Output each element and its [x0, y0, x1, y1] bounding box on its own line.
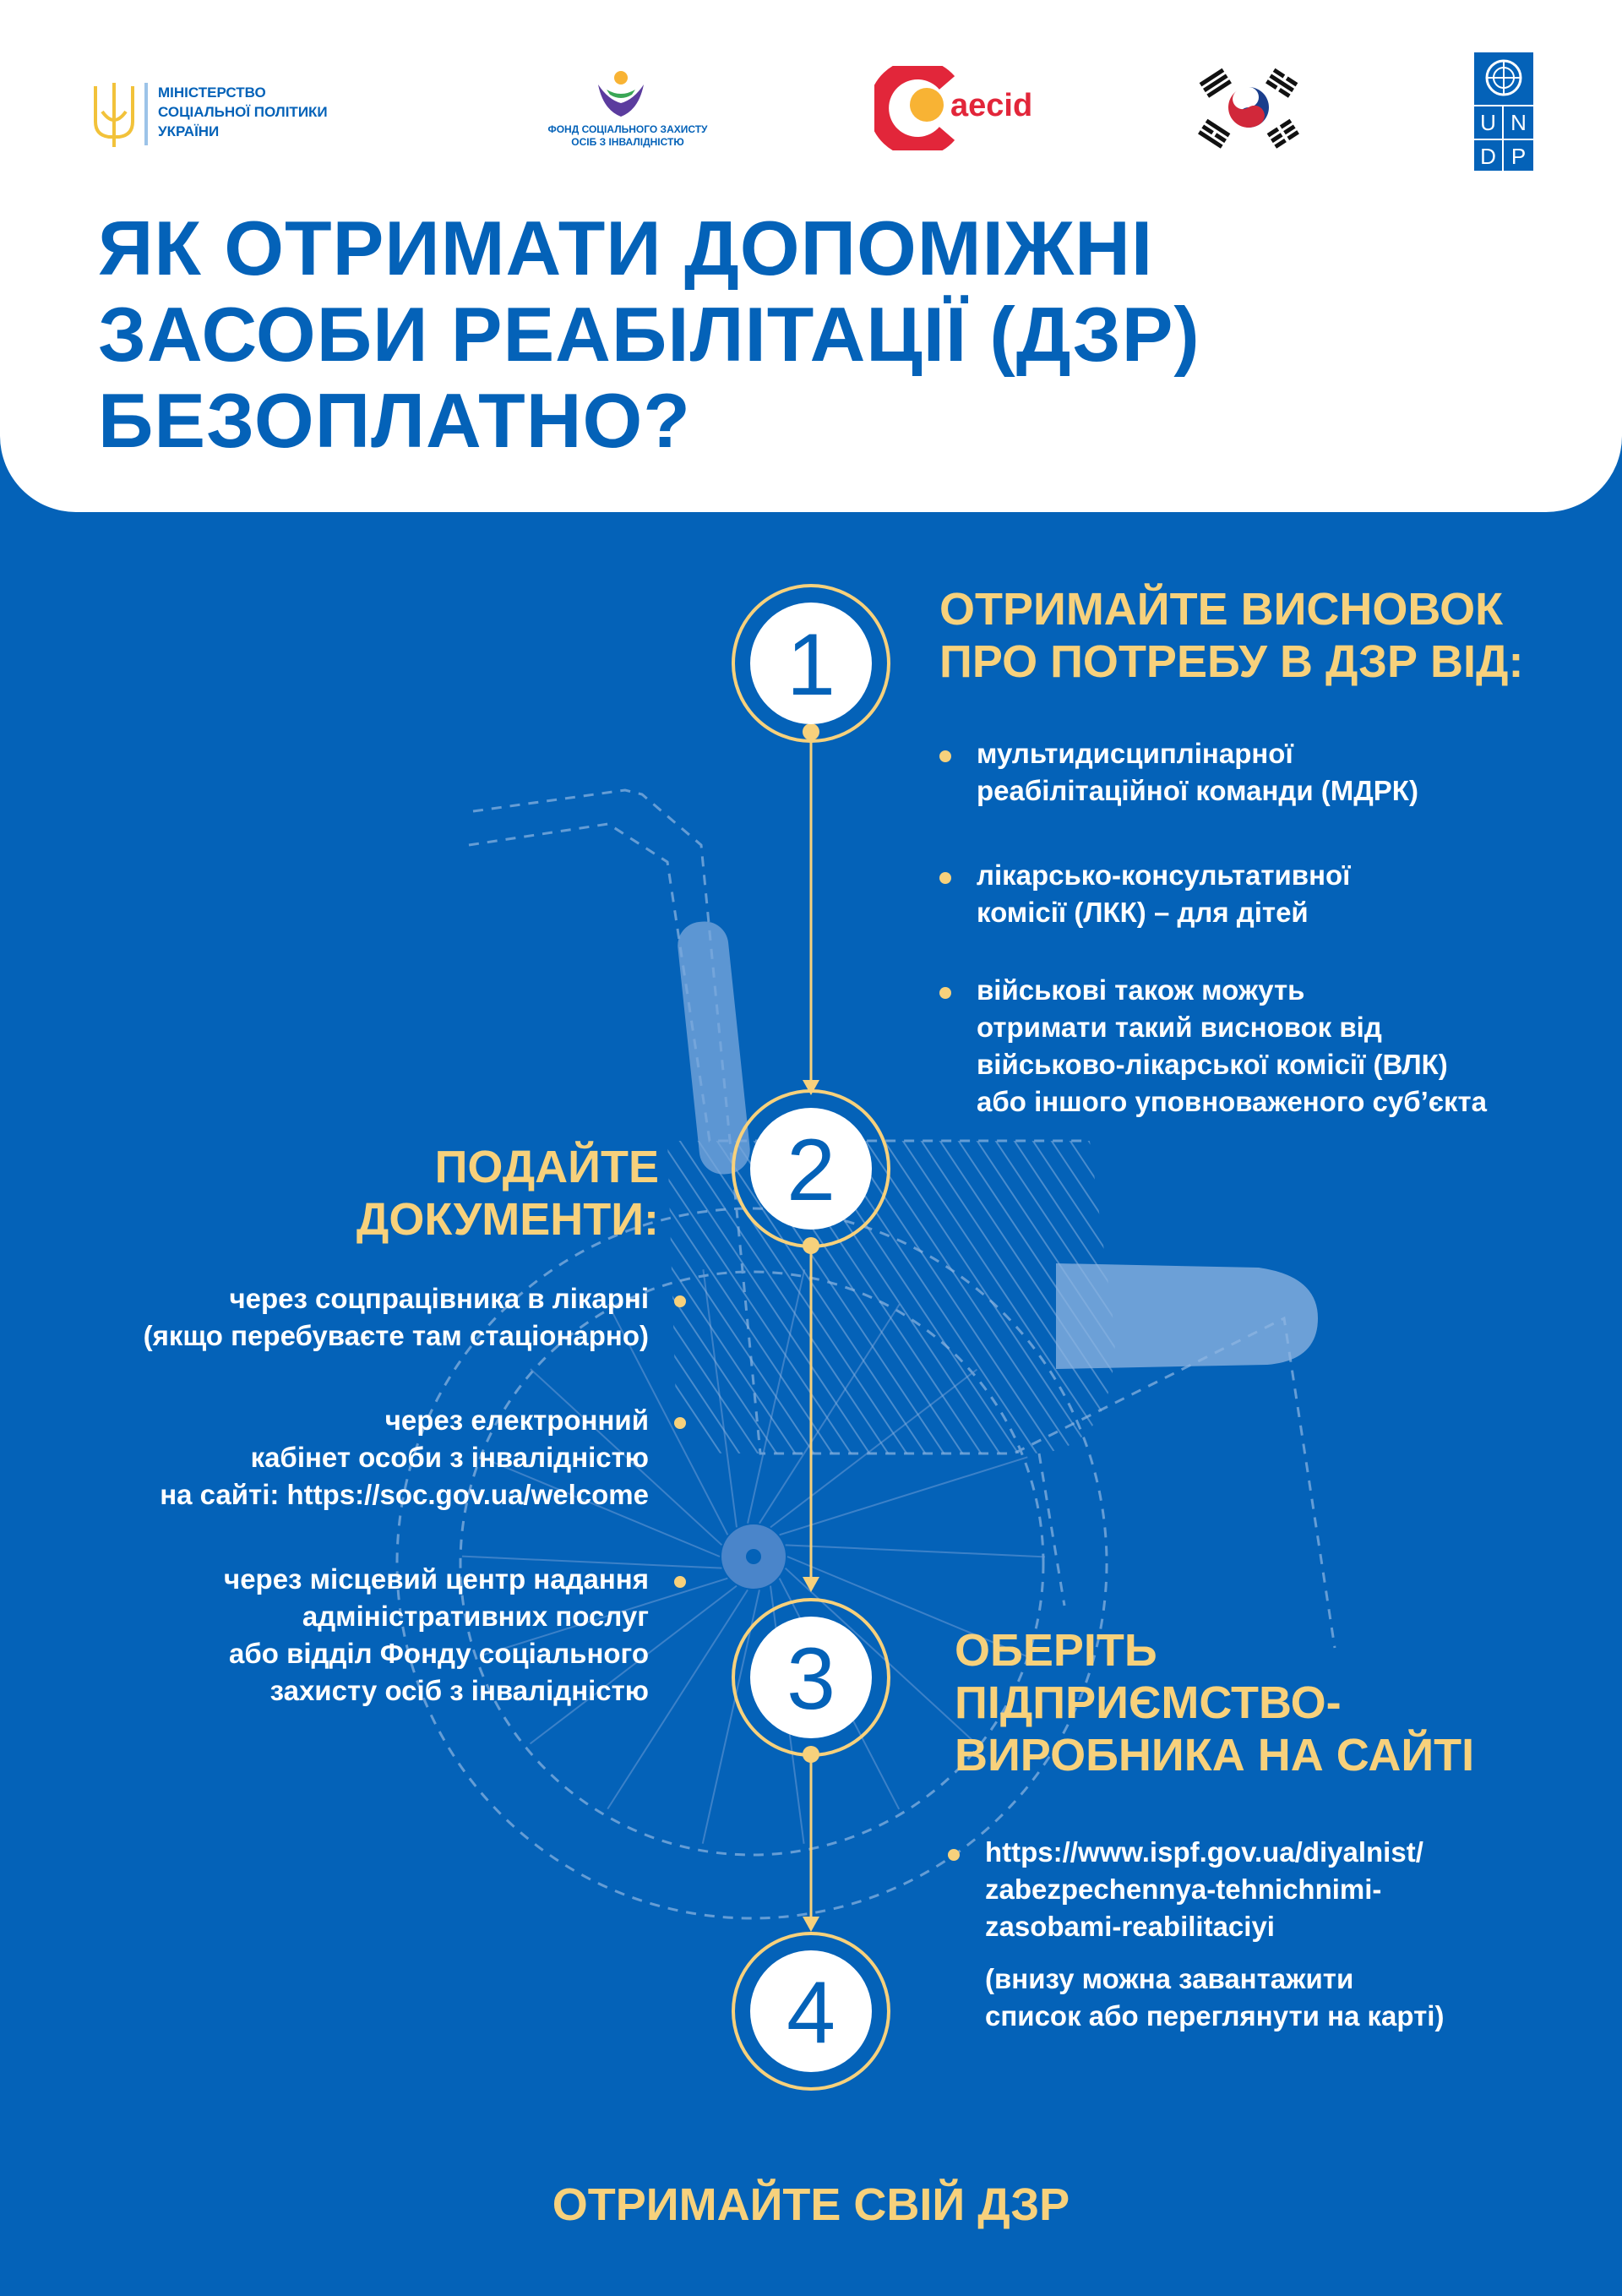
list-item: [51, 1402, 686, 1513]
aecid-wordmark: aecid: [950, 88, 1033, 123]
item-line: отримати такий висновок від: [977, 1012, 1382, 1043]
undp-letter: N: [1504, 105, 1533, 139]
undp-letter: U: [1474, 105, 1504, 139]
item-line: комісії (ЛКК) – для дітей: [977, 897, 1309, 928]
korea-flag-icon: [1189, 61, 1308, 154]
aecid-c-icon: [874, 66, 959, 150]
item-line: на сайті: https://soc.gov.ua/welcome: [160, 1479, 649, 1510]
step-circle-2: [733, 1091, 889, 1246]
fund-name-line: ОСІБ З ІНВАЛІДНІСТЮ: [571, 136, 684, 148]
title-line: БЕЗОПЛАТНО?: [98, 379, 691, 464]
undp-letter: D: [1474, 139, 1504, 172]
ministry-name-line: МІНІСТЕРСТВО: [158, 85, 266, 101]
ministry-name-line: УКРАЇНИ: [158, 123, 220, 139]
final-step-label: ОТРИМАЙТЕ СВІЙ ДЗР: [552, 2179, 1070, 2230]
item-line: через соцпрацівника в лікарні: [229, 1283, 649, 1314]
title-line: ЗАСОБИ РЕАБІЛІТАЦІЇ (ДЗР): [98, 292, 1200, 378]
korea-flag-logo: [1189, 61, 1308, 154]
note-line: (внизу можна завантажити: [985, 1963, 1354, 1994]
aecid-logo: [874, 66, 1035, 150]
step3-link-list: [948, 1834, 1607, 1945]
title-line: ЯК ОТРИМАТИ ДОПОМІЖНІ: [98, 206, 1154, 292]
heading-line: ПРО ПОТРЕБУ В ДЗР ВІД:: [939, 636, 1524, 687]
undp-logo: [1474, 52, 1533, 171]
heading-line: ОБЕРІТЬ: [955, 1625, 1157, 1676]
un-emblem-icon: [1474, 52, 1533, 105]
fund-logo: [531, 69, 725, 154]
heading-line: ПІДПРИЄМСТВО-: [955, 1677, 1342, 1728]
step-number: 4: [787, 1964, 835, 2062]
step-circle-3: [733, 1600, 889, 1755]
list-item: [939, 857, 1598, 931]
step-number: 3: [787, 1630, 835, 1728]
item-line: військові також можуть: [977, 974, 1305, 1006]
item-line: або відділ Фонду соціального: [229, 1638, 649, 1669]
manufacturers-link[interactable]: zasobami-reabilitaciyi: [985, 1911, 1275, 1942]
item-line: мультидисциплінарної: [977, 738, 1293, 769]
step-number: 1: [787, 616, 835, 714]
step-circle-4: [733, 1933, 889, 2089]
heading-line: ДОКУМЕНТИ:: [356, 1194, 659, 1245]
step3-note: [985, 1961, 1444, 2035]
item-line: військово-лікарської комісії (ВЛК): [977, 1049, 1448, 1080]
heading-line: ПОДАЙТЕ: [434, 1142, 659, 1192]
step1-list: [939, 735, 1598, 1121]
item-line: захисту осіб з інвалідністю: [269, 1675, 649, 1706]
note-line: список або переглянути на карті): [985, 2000, 1445, 2031]
item-line: лікарсько-консультативної: [977, 859, 1351, 891]
list-item: [939, 735, 1598, 810]
manufacturers-link[interactable]: zabezpechennya-tehnichnimi-: [985, 1873, 1382, 1905]
ministry-logo: [89, 78, 376, 154]
step2-heading: [253, 1141, 659, 1246]
item-line: реабілітаційної команди (МДРК): [977, 775, 1418, 806]
item-line: через електронний: [384, 1404, 649, 1436]
heading-line: ВИРОБНИКА НА САЙТІ: [955, 1730, 1475, 1781]
undp-letter: P: [1504, 139, 1533, 172]
list-item: [939, 972, 1598, 1121]
item-line: через місцевий центр надання: [224, 1563, 649, 1595]
item-line: кабінет особи з інвалідністю: [250, 1442, 649, 1473]
list-item: [51, 1561, 686, 1710]
fund-name-line: ФОНД СОЦІАЛЬНОГО ЗАХИСТУ: [547, 123, 708, 135]
trident-icon: [89, 78, 139, 150]
list-item[interactable]: [948, 1834, 1607, 1945]
step-number: 2: [787, 1121, 835, 1219]
step3-heading: [955, 1624, 1474, 1781]
ministry-name-line: СОЦІАЛЬНОЇ ПОЛІТИКИ: [158, 104, 328, 120]
item-line: або іншого уповноваженого суб’єкта: [977, 1086, 1488, 1117]
header: [0, 0, 1622, 512]
step1-heading: [939, 583, 1523, 688]
item-line: адміністративних послуг: [302, 1601, 649, 1632]
step2-list: [51, 1280, 686, 1710]
arrowhead-icon: [803, 1577, 819, 1592]
item-line: (якщо перебуваєте там стаціонарно): [143, 1320, 649, 1351]
fund-people-icon: [591, 69, 650, 123]
step-circle-1: [733, 586, 889, 741]
manufacturers-link[interactable]: https://www.ispf.gov.ua/diyalnist/: [985, 1836, 1423, 1868]
list-item: [51, 1280, 686, 1355]
page-title: [98, 206, 1450, 465]
heading-line: ОТРИМАЙТЕ ВИСНОВОК: [939, 584, 1504, 635]
timeline-dot: [803, 723, 819, 740]
arrowhead-icon: [803, 1917, 819, 1932]
arrowhead-icon: [803, 1080, 819, 1095]
